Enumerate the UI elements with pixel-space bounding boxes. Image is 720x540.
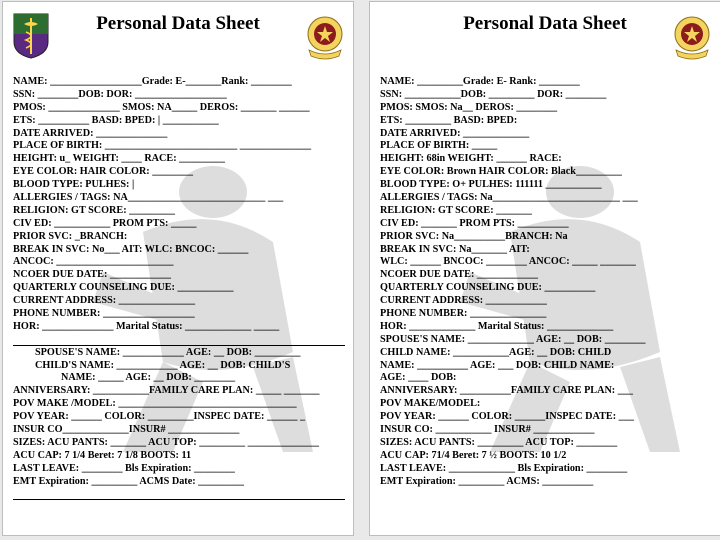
form-line: DATE ARRIVED: ______________ (13, 127, 168, 139)
left-form-fields (13, 76, 345, 501)
form-line: LAST LEAVE: _____________ Bls Expiration: ________ (380, 462, 628, 474)
form-line: PMOS: SMOS: Na__ DEROS: ________ (380, 101, 558, 113)
personal-data-sheet-right (369, 1, 720, 536)
form-line (13, 334, 345, 347)
form-line: BLOOD TYPE: PULHES: | (13, 179, 135, 191)
form-line: BLOOD TYPE: O+ PULHES: 111111 ___________ (380, 179, 602, 191)
form-line: NAME: _____ AGE: __ DOB: ________ (61, 372, 236, 384)
form-line: NAME: __________________Grade: E-_______Rank: ________ (13, 76, 292, 87)
form-line: POV MAKE /MODEL: ___________________________________ (13, 398, 297, 410)
form-line: CURRENT ADDRESS: ____________ (380, 295, 547, 307)
form-line (13, 489, 345, 502)
separator-rule (13, 345, 345, 346)
form-line: BREAK IN SVC: No___ AIT: WLC: BNCOC: ______ (13, 243, 249, 255)
form-line: CIV ED: _______ PROM PTS: __________ (380, 217, 569, 229)
form-line: QUARTERLY COUNSELING DUE: __________ (380, 282, 596, 294)
form-line: ETS: __________ BASD: BPED: | ___________ (13, 114, 219, 126)
form-line: SSN: ________DOB: DOR: __________________ (13, 88, 227, 100)
form-line: QUARTERLY COUNSELING DUE: ___________ (13, 282, 234, 294)
form-line: NAME: _________Grade: E- Rank: ________ (380, 76, 580, 87)
sheet-title: Personal Data Sheet (463, 13, 627, 34)
form-line: SSN: ___________DOB: _________ DOR: ________ (380, 88, 607, 100)
form-line: NCOER DUE DATE: ____________ (13, 269, 172, 281)
form-line: POV YEAR: ______ COLOR: ______INSPEC DATE: ___ (380, 411, 634, 423)
form-line: CIV ED: ___________ PROM PTS: _____ (13, 217, 197, 229)
form-line: HEIGHT: u_ WEIGHT: ____ RACE: _________ (13, 153, 225, 165)
form-line: SIZES: ACU PANTS: _________ ACU TOP: ________ (380, 436, 618, 448)
form-line: POV YEAR: ______ COLOR: _________INSPEC DATE: ______ _ (13, 411, 306, 423)
form-line: NCOER DUE DATE: ____________ (380, 269, 539, 281)
form-line: RELIGION: GT SCORE: _______ (380, 204, 532, 216)
form-line: HOR: ______________ Marital Status: _____________ _____ (13, 320, 280, 332)
form-line: PHONE NUMBER: __________________ (13, 308, 195, 320)
form-line: ETS: _________ BASD: BPED: (380, 114, 518, 126)
form-line: ANCOC: _______________________ (13, 256, 174, 268)
form-line: DATE ARRIVED: _____________ (380, 127, 530, 139)
form-line: PRIOR SVC: _BRANCH: (13, 230, 128, 242)
form-line: RELIGION: GT SCORE: _________ (13, 204, 175, 216)
form-line: EMT Expiration: _________ ACMS: __________ (380, 475, 594, 487)
form-line: BREAK IN SVC: Na_______ AIT: (380, 243, 530, 255)
crest-insignia-icon (672, 12, 712, 60)
form-line: PRIOR SVC: Na__________BRANCH: Na (380, 230, 568, 242)
right-form-fields (380, 76, 712, 489)
form-line: ANNIVERSARY: ___________FAMILY CARE PLAN: _____ _______ (13, 385, 320, 397)
form-line: SPOUSE'S NAME: _____________ AGE: __ DOB: ________ (380, 333, 646, 345)
form-line: WLC: ______ BNCOC: ________ ANCOC: _____ _______ (380, 256, 636, 268)
form-line: PHONE NUMBER: _______________ (380, 308, 547, 320)
form-line: INSUR CO_____________INSUR# ______________ (13, 424, 240, 436)
form-line: LAST LEAVE: ________ Bls Expiration: ________ (13, 462, 235, 474)
form-line: ANNIVERSARY: __________FAMILY CARE PLAN: ___ (380, 385, 634, 397)
personal-data-sheet-left (2, 1, 354, 536)
form-line: HEIGHT: 68in WEIGHT: ______ RACE: (380, 153, 562, 165)
sheet-title: Personal Data Sheet (96, 13, 260, 34)
form-line: CURRENT ADDRESS: _______________ (13, 295, 196, 307)
form-line: EYE COLOR: Brown HAIR COLOR: Black_________ (380, 166, 622, 178)
form-line: POV MAKE/MODEL: (380, 398, 481, 410)
form-line: INSUR CO: ___________ INSUR# ____________ (380, 424, 595, 436)
form-line: AGE: ____ DOB: (380, 372, 457, 384)
form-line: PMOS: ______________ SMOS: NA_____ DEROS: _______ ______ (13, 101, 310, 113)
form-line: EMT Expiration: _________ ACMS Date: _________ (13, 475, 245, 487)
form-line: ALLERGIES / TAGS: Na_________________________ ___ (380, 192, 638, 204)
form-line: CHILD'S NAME: ____________ AGE: __ DOB: CHILD'S (35, 359, 291, 371)
form-line: SPOUSE'S NAME: ____________ AGE: __ DOB: _________ (35, 346, 301, 358)
form-line: CHILD NAME: ___________AGE: __ DOB: CHILD (380, 346, 612, 358)
form-line: SIZES: ACU PANTS: _______ ACU TOP: _________ ______________ (13, 436, 319, 448)
form-line: NAME: __________ AGE: ___ DOB: CHILD NAME: (380, 359, 615, 371)
form-line: ALLERGIES / TAGS: NA___________________________ ___ (13, 192, 284, 204)
form-line: HOR: _____________ Marital Status: _____________ (380, 320, 614, 332)
form-line: PLACE OF BIRTH: __________________________ ______________ (13, 140, 312, 152)
separator-rule (13, 499, 345, 500)
form-line: EYE COLOR: HAIR COLOR: ________ (13, 166, 193, 178)
form-line: PLACE OF BIRTH: _____ (380, 140, 498, 152)
form-line: ACU CAP: 7 1/4 Beret: 7 1/8 BOOTS: 11 (13, 449, 192, 461)
form-line: ACU CAP: 71/4 Beret: 7 ½ BOOTS: 10 1/2 (380, 449, 567, 461)
